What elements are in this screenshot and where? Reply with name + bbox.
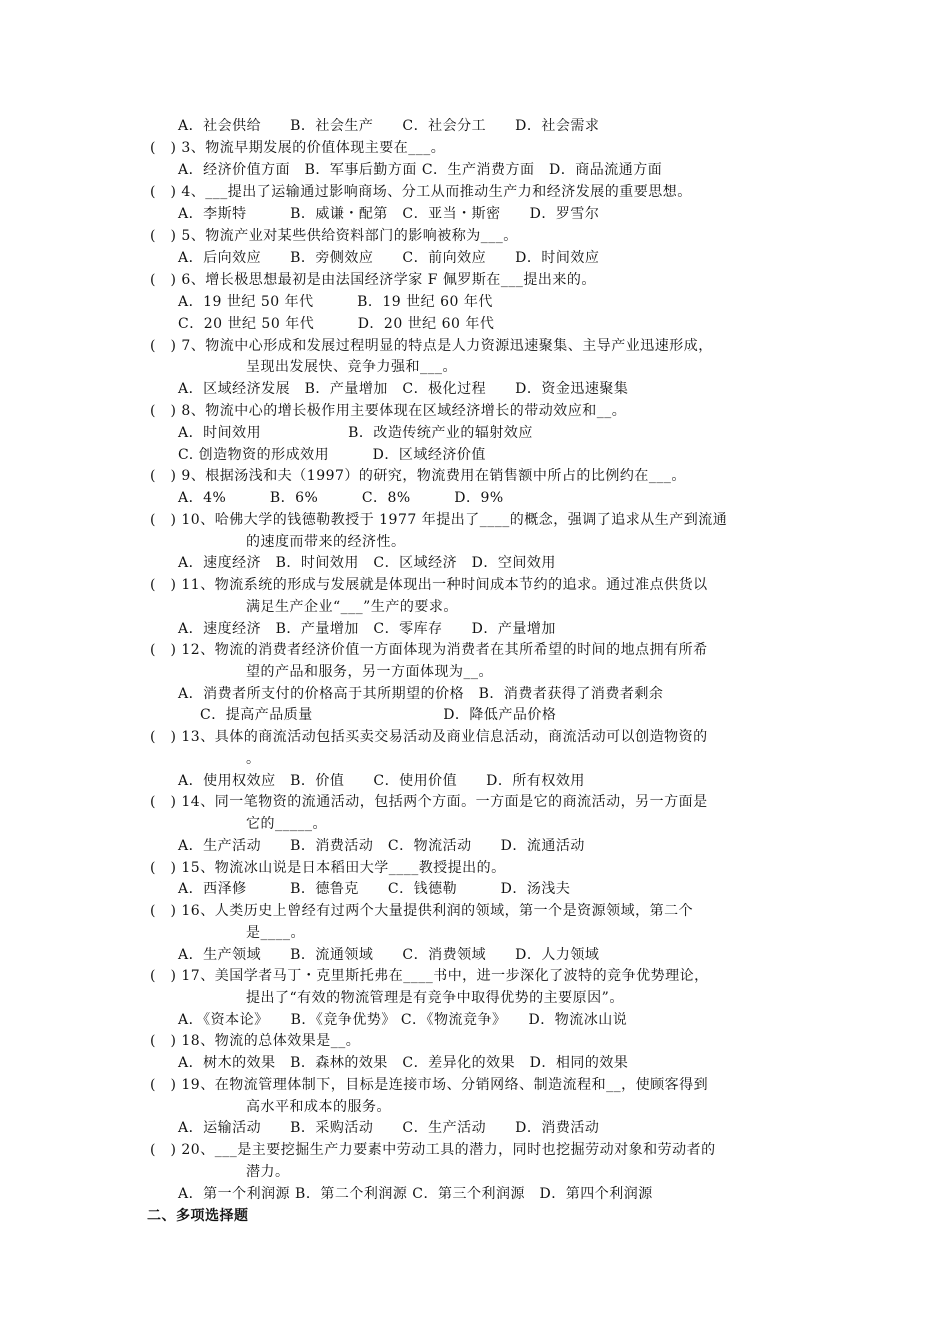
- question-10: ( ) 10、哈佛大学的钱德勒教授于 1977 年提出了____的概念，强调了追求从生产到流通: [150, 512, 728, 528]
- question-17-cont: 提出了“有效的物流管理是有竞争中取得优势的主要原因”。: [246, 990, 624, 1006]
- question-9: ( ) 9、根据汤浅和夫（1997）的研究，物流费用在销售额中所占的比例约在___。: [150, 468, 686, 484]
- question-19: ( ) 19、在物流管理体制下，目标是连接市场、分销网络、制造流程和__，使顾客得到: [150, 1077, 709, 1093]
- option-line-q11: A．速度经济 B．产量增加 C．零库存 D．产量增加: [178, 621, 556, 637]
- question-12-cont: 望的产品和服务，另一方面体现为__。: [246, 664, 493, 680]
- question-13: ( ) 13、具体的商流活动包括买卖交易活动及商业信息活动，商流活动可以创造物资的: [150, 729, 708, 745]
- option-line-q3: A．经济价值方面 B．军事后勤方面 C．生产消费方面 D．商品流通方面: [178, 162, 663, 178]
- question-16-cont: 是____。: [246, 925, 305, 941]
- option-line-q2: A．社会供给 B．社会生产 C．社会分工 D．社会需求: [178, 118, 600, 134]
- question-20-cont: 潜力。: [246, 1164, 290, 1180]
- option-line-q10: A．速度经济 B．时间效用 C．区域经济 D．空间效用: [178, 555, 556, 571]
- question-11-cont: 满足生产企业“___”生产的要求。: [246, 599, 458, 615]
- option-line-q19: A．运输活动 B．采购活动 C．生产活动 D．消费活动: [178, 1120, 600, 1136]
- section-heading-multiple-choice: 二、多项选择题: [147, 1208, 249, 1224]
- option-line-q6-b: C．20 世纪 50 年代 D．20 世纪 60 年代: [178, 316, 495, 332]
- question-7-cont: 呈现出发展快、竞争力强和___。: [246, 359, 457, 375]
- question-8: ( ) 8、物流中心的增长极作用主要体现在区域经济增长的带动效应和__。: [150, 403, 627, 419]
- option-line-q4: A．李斯特 B．威谦・配第 C．亚当・斯密 D．罗雪尔: [178, 206, 600, 222]
- option-line-q9: A．4% B．6% C．8% D．9%: [178, 490, 504, 506]
- question-10-cont: 的速度而带来的经济性。: [246, 534, 406, 550]
- option-line-q8-a: A．时间效用 B．改造传统产业的辐射效应: [178, 425, 533, 441]
- option-line-q6-a: A．19 世纪 50 年代 B．19 世纪 60 年代: [178, 294, 493, 310]
- option-line-q13: A．使用权效应 B．价值 C．使用价值 D．所有权效用: [178, 773, 585, 789]
- option-line-q20: A．第一个利润源 B．第二个利润源 C．第三个利润源 D．第四个利润源: [178, 1186, 653, 1202]
- question-16: ( ) 16、人类历史上曾经有过两个大量提供利润的领域，第一个是资源领域，第二个: [150, 903, 694, 919]
- question-19-cont: 高水平和成本的服务。: [246, 1099, 391, 1115]
- option-line-q12-b: C．提高产品质量 D．降低产品价格: [200, 707, 557, 723]
- question-5: ( ) 5、物流产业对某些供给资料部门的影响被称为___。: [150, 228, 518, 244]
- option-line-q12-a: A．消费者所支付的价格高于其所期望的价格 B．消费者获得了消费者剩余: [178, 686, 664, 702]
- option-line-q14: A．生产活动 B．消费活动 C．物流活动 D．流通活动: [178, 838, 585, 854]
- question-18: ( ) 18、物流的总体效果是__。: [150, 1033, 361, 1049]
- option-line-q8-b: C. 创造物资的形成效用 D．区域经济价值: [178, 447, 486, 463]
- option-line-q18: A．树木的效果 B．森林的效果 C．差异化的效果 D．相同的效果: [178, 1055, 629, 1071]
- question-7: ( ) 7、物流中心形成和发展过程明显的特点是人力资源迅速聚集、主导产业迅速形成，: [150, 338, 713, 354]
- question-14-cont: 它的_____。: [246, 816, 327, 832]
- question-11: ( ) 11、物流系统的形成与发展就是体现出一种时间成本节约的追求。通过准点供货以: [150, 577, 708, 593]
- option-line-q16: A．生产领域 B．流通领域 C．消费领域 D．人力领域: [178, 947, 600, 963]
- question-4: ( ) 4、___提出了运输通过影响商场、分工从而推动生产力和经济发展的重要思想。: [150, 184, 692, 200]
- option-line-q17: A．《资本论》 B．《竞争优势》 C．《物流竞争》 D．物流冰山说: [178, 1012, 628, 1028]
- option-line-q7: A．区域经济发展 B．产量增加 C．极化过程 D．资金迅速聚集: [178, 381, 629, 397]
- question-14: ( ) 14、同一笔物资的流通活动，包括两个方面。一方面是它的商流活动，另一方面是: [150, 794, 708, 810]
- question-12: ( ) 12、物流的消费者经济价值一方面体现为消费者在其所希望的时间的地点拥有所希: [150, 642, 708, 658]
- question-6: ( ) 6、增长极思想最初是由法国经济学家 F 佩罗斯在___提出来的。: [150, 272, 596, 288]
- question-20: ( ) 20、___是主要挖掘生产力要素中劳动工具的潜力，同时也挖掘劳动对象和劳动者的: [150, 1142, 716, 1158]
- option-line-q15: A．西泽修 B．德鲁克 C．钱德勒 D．汤浅夫: [178, 881, 571, 897]
- question-15: ( ) 15、物流冰山说是日本稻田大学____教授提出的。: [150, 860, 506, 876]
- question-13-cont: 。: [246, 751, 261, 767]
- question-3: ( ) 3、物流早期发展的价值体现主要在___。: [150, 140, 446, 156]
- option-line-q5: A．后向效应 B．旁侧效应 C．前向效应 D．时间效应: [178, 250, 600, 266]
- question-17: ( ) 17、美国学者马丁・克里斯托弗在____书中，进一步深化了波特的竞争优势理论，: [150, 968, 709, 984]
